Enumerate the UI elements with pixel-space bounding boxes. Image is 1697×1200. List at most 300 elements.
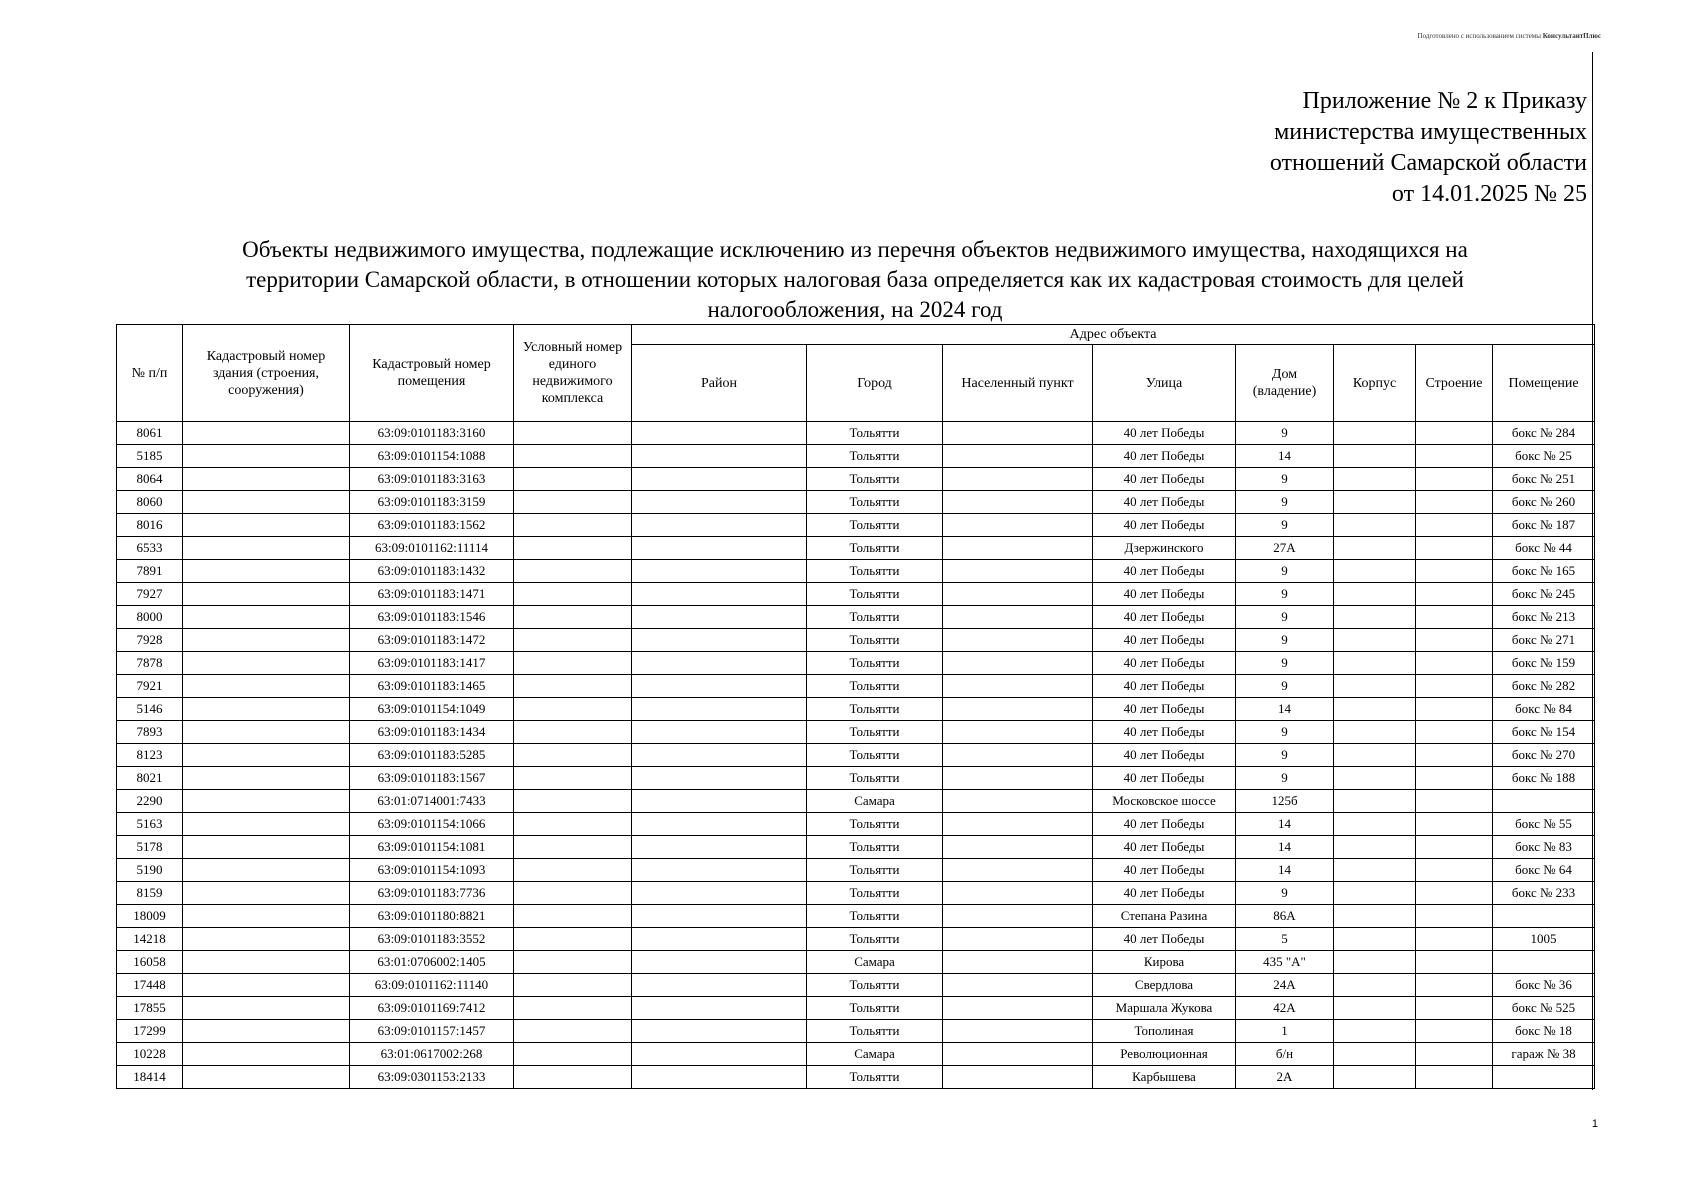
cell-city: Тольятти xyxy=(807,514,943,537)
table-row xyxy=(117,790,1595,813)
cell-complex-number xyxy=(514,721,632,744)
cell-num: 18414 xyxy=(117,1066,183,1089)
cell-street: 40 лет Победы xyxy=(1093,836,1236,859)
objects-table xyxy=(116,324,1595,1089)
cell-corpus xyxy=(1334,514,1416,537)
cell-locality xyxy=(943,468,1093,491)
cell-building-cadastral xyxy=(183,836,350,859)
cell-city: Тольятти xyxy=(807,836,943,859)
header-address: Адрес объекта xyxy=(632,325,1595,345)
cell-locality xyxy=(943,514,1093,537)
cell-house: 14 xyxy=(1236,836,1334,859)
cell-locality xyxy=(943,721,1093,744)
title-line: налогообложения, на 2024 год xyxy=(707,297,1003,322)
header-complex-number: Условный номер единого недвижимого комплекса xyxy=(514,325,632,422)
cell-street: Московское шоссе xyxy=(1093,790,1236,813)
table-row xyxy=(117,560,1595,583)
cell-room-cadastral: 63:09:0101162:11140 xyxy=(350,974,514,997)
appendix-line: Приложение № 2 к Приказу xyxy=(1302,88,1587,114)
cell-city: Тольятти xyxy=(807,675,943,698)
cell-district xyxy=(632,767,807,790)
table-row xyxy=(117,951,1595,974)
cell-house: 86А xyxy=(1236,905,1334,928)
cell-structure xyxy=(1416,1020,1493,1043)
cell-district xyxy=(632,629,807,652)
table-row xyxy=(117,859,1595,882)
cell-building-cadastral xyxy=(183,974,350,997)
cell-building-cadastral xyxy=(183,744,350,767)
cell-house: 5 xyxy=(1236,928,1334,951)
cell-structure xyxy=(1416,1043,1493,1066)
cell-locality xyxy=(943,606,1093,629)
cell-complex-number xyxy=(514,859,632,882)
cell-corpus xyxy=(1334,445,1416,468)
cell-district xyxy=(632,813,807,836)
cell-district xyxy=(632,836,807,859)
cell-building-cadastral xyxy=(183,997,350,1020)
cell-num: 8000 xyxy=(117,606,183,629)
cell-num: 7921 xyxy=(117,675,183,698)
cell-district xyxy=(632,675,807,698)
cell-house: 9 xyxy=(1236,468,1334,491)
cell-house: 27А xyxy=(1236,537,1334,560)
cell-room-cadastral: 63:09:0101183:1432 xyxy=(350,560,514,583)
cell-corpus xyxy=(1334,675,1416,698)
cell-complex-number xyxy=(514,583,632,606)
consultant-note-prefix: Подготовлено с использованием системы xyxy=(1417,32,1541,40)
header-row xyxy=(117,325,1595,345)
table-row xyxy=(117,583,1595,606)
page-number: 1 xyxy=(1591,1118,1598,1130)
cell-district xyxy=(632,951,807,974)
cell-district xyxy=(632,560,807,583)
table-row xyxy=(117,836,1595,859)
cell-building-cadastral xyxy=(183,698,350,721)
cell-corpus xyxy=(1334,767,1416,790)
cell-district xyxy=(632,537,807,560)
cell-num: 8016 xyxy=(117,514,183,537)
cell-house: 9 xyxy=(1236,583,1334,606)
cell-corpus xyxy=(1334,859,1416,882)
cell-house: 125б xyxy=(1236,790,1334,813)
cell-structure xyxy=(1416,859,1493,882)
cell-locality xyxy=(943,422,1093,445)
cell-street: 40 лет Победы xyxy=(1093,606,1236,629)
cell-street: 40 лет Победы xyxy=(1093,514,1236,537)
cell-num: 7878 xyxy=(117,652,183,675)
cell-house: 9 xyxy=(1236,882,1334,905)
cell-premises xyxy=(1493,790,1595,813)
cell-premises xyxy=(1493,1066,1595,1089)
cell-num: 5146 xyxy=(117,698,183,721)
cell-structure xyxy=(1416,583,1493,606)
cell-district xyxy=(632,928,807,951)
cell-locality xyxy=(943,491,1093,514)
cell-premises: бокс № 44 xyxy=(1493,537,1595,560)
cell-district xyxy=(632,514,807,537)
cell-corpus xyxy=(1334,928,1416,951)
cell-house: 9 xyxy=(1236,721,1334,744)
table-row xyxy=(117,997,1595,1020)
cell-num: 17855 xyxy=(117,997,183,1020)
cell-structure xyxy=(1416,905,1493,928)
cell-city: Тольятти xyxy=(807,583,943,606)
cell-city: Тольятти xyxy=(807,652,943,675)
cell-corpus xyxy=(1334,790,1416,813)
cell-premises: бокс № 84 xyxy=(1493,698,1595,721)
cell-corpus xyxy=(1334,836,1416,859)
cell-room-cadastral: 63:01:0706002:1405 xyxy=(350,951,514,974)
cell-complex-number xyxy=(514,790,632,813)
cell-building-cadastral xyxy=(183,583,350,606)
cell-corpus xyxy=(1334,813,1416,836)
header-num: № п/п xyxy=(117,325,183,422)
cell-district xyxy=(632,583,807,606)
cell-street: Карбышева xyxy=(1093,1066,1236,1089)
cell-district xyxy=(632,698,807,721)
consultant-note xyxy=(1418,32,1601,40)
cell-complex-number xyxy=(514,882,632,905)
cell-locality xyxy=(943,836,1093,859)
cell-num: 10228 xyxy=(117,1043,183,1066)
cell-premises: бокс № 36 xyxy=(1493,974,1595,997)
cell-complex-number xyxy=(514,514,632,537)
cell-street: 40 лет Победы xyxy=(1093,882,1236,905)
table-row xyxy=(117,491,1595,514)
cell-corpus xyxy=(1334,744,1416,767)
cell-street: Степана Разина xyxy=(1093,905,1236,928)
cell-building-cadastral xyxy=(183,514,350,537)
cell-structure xyxy=(1416,445,1493,468)
cell-complex-number xyxy=(514,1066,632,1089)
cell-city: Тольятти xyxy=(807,1066,943,1089)
cell-complex-number xyxy=(514,652,632,675)
cell-corpus xyxy=(1334,1020,1416,1043)
cell-locality xyxy=(943,583,1093,606)
cell-city: Тольятти xyxy=(807,468,943,491)
cell-complex-number xyxy=(514,928,632,951)
cell-structure xyxy=(1416,767,1493,790)
cell-building-cadastral xyxy=(183,905,350,928)
cell-locality xyxy=(943,859,1093,882)
cell-house: 9 xyxy=(1236,744,1334,767)
cell-room-cadastral: 63:09:0301153:2133 xyxy=(350,1066,514,1089)
cell-room-cadastral: 63:09:0101169:7412 xyxy=(350,997,514,1020)
cell-city: Тольятти xyxy=(807,629,943,652)
cell-structure xyxy=(1416,537,1493,560)
cell-district xyxy=(632,882,807,905)
cell-corpus xyxy=(1334,698,1416,721)
cell-house: 2А xyxy=(1236,1066,1334,1089)
cell-district xyxy=(632,790,807,813)
cell-building-cadastral xyxy=(183,422,350,445)
cell-room-cadastral: 63:09:0101154:1093 xyxy=(350,859,514,882)
cell-street: Тополиная xyxy=(1093,1020,1236,1043)
cell-room-cadastral: 63:09:0101183:1471 xyxy=(350,583,514,606)
cell-locality xyxy=(943,1066,1093,1089)
cell-district xyxy=(632,997,807,1020)
cell-city: Тольятти xyxy=(807,422,943,445)
cell-building-cadastral xyxy=(183,537,350,560)
cell-corpus xyxy=(1334,997,1416,1020)
cell-structure xyxy=(1416,997,1493,1020)
cell-complex-number xyxy=(514,606,632,629)
cell-corpus xyxy=(1334,491,1416,514)
table-row xyxy=(117,905,1595,928)
cell-locality xyxy=(943,1020,1093,1043)
cell-locality xyxy=(943,675,1093,698)
cell-building-cadastral xyxy=(183,951,350,974)
cell-premises: бокс № 188 xyxy=(1493,767,1595,790)
cell-house: 9 xyxy=(1236,675,1334,698)
header-house: Дом (владение) xyxy=(1236,345,1334,422)
cell-street: 40 лет Победы xyxy=(1093,813,1236,836)
cell-corpus xyxy=(1334,537,1416,560)
header-building-cadastral: Кадастровый номер здания (строения, сооружения) xyxy=(183,325,350,422)
title-line: территории Самарской области, в отношении которых налоговая база определяется как их кадастровая стоимость для целей xyxy=(246,267,1464,292)
cell-district xyxy=(632,606,807,629)
cell-room-cadastral: 63:09:0101183:1472 xyxy=(350,629,514,652)
table-row xyxy=(117,606,1595,629)
table-row xyxy=(117,514,1595,537)
cell-corpus xyxy=(1334,583,1416,606)
cell-house: б/н xyxy=(1236,1043,1334,1066)
cell-city: Тольятти xyxy=(807,698,943,721)
cell-premises: бокс № 282 xyxy=(1493,675,1595,698)
cell-locality xyxy=(943,652,1093,675)
cell-complex-number xyxy=(514,1043,632,1066)
cell-room-cadastral: 63:09:0101183:1465 xyxy=(350,675,514,698)
document-title xyxy=(116,235,1594,325)
cell-corpus xyxy=(1334,422,1416,445)
cell-locality xyxy=(943,951,1093,974)
cell-district xyxy=(632,491,807,514)
cell-complex-number xyxy=(514,468,632,491)
cell-complex-number xyxy=(514,675,632,698)
cell-locality xyxy=(943,882,1093,905)
cell-building-cadastral xyxy=(183,1020,350,1043)
cell-city: Тольятти xyxy=(807,928,943,951)
table-row xyxy=(117,882,1595,905)
cell-premises: 1005 xyxy=(1493,928,1595,951)
cell-city: Тольятти xyxy=(807,905,943,928)
cell-structure xyxy=(1416,652,1493,675)
cell-district xyxy=(632,445,807,468)
cell-room-cadastral: 63:09:0101154:1088 xyxy=(350,445,514,468)
cell-house: 9 xyxy=(1236,560,1334,583)
cell-num: 14218 xyxy=(117,928,183,951)
cell-room-cadastral: 63:01:0714001:7433 xyxy=(350,790,514,813)
cell-district xyxy=(632,1020,807,1043)
cell-house: 9 xyxy=(1236,652,1334,675)
cell-building-cadastral xyxy=(183,928,350,951)
cell-room-cadastral: 63:01:0617002:268 xyxy=(350,1043,514,1066)
cell-locality xyxy=(943,928,1093,951)
cell-house: 9 xyxy=(1236,767,1334,790)
cell-room-cadastral: 63:09:0101183:1562 xyxy=(350,514,514,537)
header-premises: Помещение xyxy=(1493,345,1595,422)
cell-structure xyxy=(1416,560,1493,583)
cell-locality xyxy=(943,767,1093,790)
cell-building-cadastral xyxy=(183,1066,350,1089)
cell-house: 9 xyxy=(1236,606,1334,629)
cell-num: 7927 xyxy=(117,583,183,606)
cell-structure xyxy=(1416,928,1493,951)
cell-city: Тольятти xyxy=(807,445,943,468)
cell-structure xyxy=(1416,744,1493,767)
cell-room-cadastral: 63:09:0101157:1457 xyxy=(350,1020,514,1043)
cell-building-cadastral xyxy=(183,445,350,468)
cell-room-cadastral: 63:09:0101154:1049 xyxy=(350,698,514,721)
cell-city: Тольятти xyxy=(807,606,943,629)
cell-premises: бокс № 159 xyxy=(1493,652,1595,675)
cell-city: Тольятти xyxy=(807,721,943,744)
cell-street: Дзержинского xyxy=(1093,537,1236,560)
cell-district xyxy=(632,744,807,767)
cell-num: 8064 xyxy=(117,468,183,491)
cell-building-cadastral xyxy=(183,1043,350,1066)
cell-num: 18009 xyxy=(117,905,183,928)
cell-city: Тольятти xyxy=(807,560,943,583)
cell-premises: бокс № 251 xyxy=(1493,468,1595,491)
table-row xyxy=(117,721,1595,744)
header-city: Город xyxy=(807,345,943,422)
cell-num: 8123 xyxy=(117,744,183,767)
cell-street: 40 лет Победы xyxy=(1093,652,1236,675)
table-row xyxy=(117,629,1595,652)
cell-complex-number xyxy=(514,767,632,790)
cell-num: 5185 xyxy=(117,445,183,468)
cell-building-cadastral xyxy=(183,721,350,744)
cell-premises: бокс № 233 xyxy=(1493,882,1595,905)
cell-city: Тольятти xyxy=(807,813,943,836)
header-street: Улица xyxy=(1093,345,1236,422)
header-structure: Строение xyxy=(1416,345,1493,422)
cell-locality xyxy=(943,997,1093,1020)
cell-building-cadastral xyxy=(183,629,350,652)
cell-city: Тольятти xyxy=(807,974,943,997)
cell-corpus xyxy=(1334,652,1416,675)
cell-house: 42А xyxy=(1236,997,1334,1020)
table-row xyxy=(117,422,1595,445)
cell-room-cadastral: 63:09:0101183:3159 xyxy=(350,491,514,514)
cell-city: Самара xyxy=(807,1043,943,1066)
cell-locality xyxy=(943,445,1093,468)
cell-street: 40 лет Победы xyxy=(1093,675,1236,698)
cell-street: 40 лет Победы xyxy=(1093,928,1236,951)
cell-building-cadastral xyxy=(183,859,350,882)
cell-premises: бокс № 213 xyxy=(1493,606,1595,629)
cell-premises: бокс № 64 xyxy=(1493,859,1595,882)
cell-building-cadastral xyxy=(183,813,350,836)
cell-street: 40 лет Победы xyxy=(1093,767,1236,790)
cell-structure xyxy=(1416,422,1493,445)
cell-num: 5190 xyxy=(117,859,183,882)
cell-num: 7891 xyxy=(117,560,183,583)
cell-city: Тольятти xyxy=(807,997,943,1020)
cell-street: 40 лет Победы xyxy=(1093,721,1236,744)
cell-structure xyxy=(1416,882,1493,905)
cell-street: Маршала Жукова xyxy=(1093,997,1236,1020)
cell-corpus xyxy=(1334,560,1416,583)
cell-street: 40 лет Победы xyxy=(1093,698,1236,721)
cell-locality xyxy=(943,698,1093,721)
cell-district xyxy=(632,974,807,997)
cell-street: 40 лет Победы xyxy=(1093,744,1236,767)
cell-structure xyxy=(1416,514,1493,537)
table-body xyxy=(117,422,1595,1089)
cell-building-cadastral xyxy=(183,560,350,583)
cell-district xyxy=(632,652,807,675)
title-line: Объекты недвижимого имущества, подлежащие исключению из перечня объектов недвижимого имущества, находящихся на xyxy=(242,237,1468,262)
cell-complex-number xyxy=(514,560,632,583)
cell-structure xyxy=(1416,675,1493,698)
table-row xyxy=(117,974,1595,997)
cell-complex-number xyxy=(514,537,632,560)
cell-premises: бокс № 25 xyxy=(1493,445,1595,468)
cell-locality xyxy=(943,560,1093,583)
cell-building-cadastral xyxy=(183,882,350,905)
cell-house: 14 xyxy=(1236,859,1334,882)
cell-premises: бокс № 245 xyxy=(1493,583,1595,606)
cell-room-cadastral: 63:09:0101180:8821 xyxy=(350,905,514,928)
cell-street: 40 лет Победы xyxy=(1093,583,1236,606)
cell-street: Свердлова xyxy=(1093,974,1236,997)
table-row xyxy=(117,537,1595,560)
cell-room-cadastral: 63:09:0101183:5285 xyxy=(350,744,514,767)
cell-complex-number xyxy=(514,974,632,997)
cell-structure xyxy=(1416,698,1493,721)
cell-city: Тольятти xyxy=(807,767,943,790)
cell-premises: бокс № 260 xyxy=(1493,491,1595,514)
cell-corpus xyxy=(1334,629,1416,652)
cell-complex-number xyxy=(514,629,632,652)
cell-room-cadastral: 63:09:0101183:1546 xyxy=(350,606,514,629)
cell-premises: бокс № 18 xyxy=(1493,1020,1595,1043)
cell-city: Тольятти xyxy=(807,537,943,560)
cell-room-cadastral: 63:09:0101183:3552 xyxy=(350,928,514,951)
cell-premises: бокс № 525 xyxy=(1493,997,1595,1020)
cell-corpus xyxy=(1334,606,1416,629)
cell-room-cadastral: 63:09:0101154:1081 xyxy=(350,836,514,859)
cell-complex-number xyxy=(514,1020,632,1043)
table-row xyxy=(117,468,1595,491)
cell-corpus xyxy=(1334,1043,1416,1066)
cell-city: Самара xyxy=(807,790,943,813)
cell-num: 16058 xyxy=(117,951,183,974)
cell-corpus xyxy=(1334,1066,1416,1089)
table-row xyxy=(117,1066,1595,1089)
cell-complex-number xyxy=(514,836,632,859)
cell-complex-number xyxy=(514,445,632,468)
cell-corpus xyxy=(1334,721,1416,744)
header-corpus: Корпус xyxy=(1334,345,1416,422)
cell-num: 8021 xyxy=(117,767,183,790)
cell-room-cadastral: 63:09:0101183:1567 xyxy=(350,767,514,790)
cell-house: 9 xyxy=(1236,514,1334,537)
table-row xyxy=(117,652,1595,675)
cell-structure xyxy=(1416,491,1493,514)
cell-building-cadastral xyxy=(183,675,350,698)
cell-structure xyxy=(1416,836,1493,859)
cell-structure xyxy=(1416,951,1493,974)
cell-building-cadastral xyxy=(183,606,350,629)
cell-street: 40 лет Победы xyxy=(1093,468,1236,491)
cell-house: 9 xyxy=(1236,491,1334,514)
cell-locality xyxy=(943,537,1093,560)
cell-corpus xyxy=(1334,974,1416,997)
cell-structure xyxy=(1416,606,1493,629)
